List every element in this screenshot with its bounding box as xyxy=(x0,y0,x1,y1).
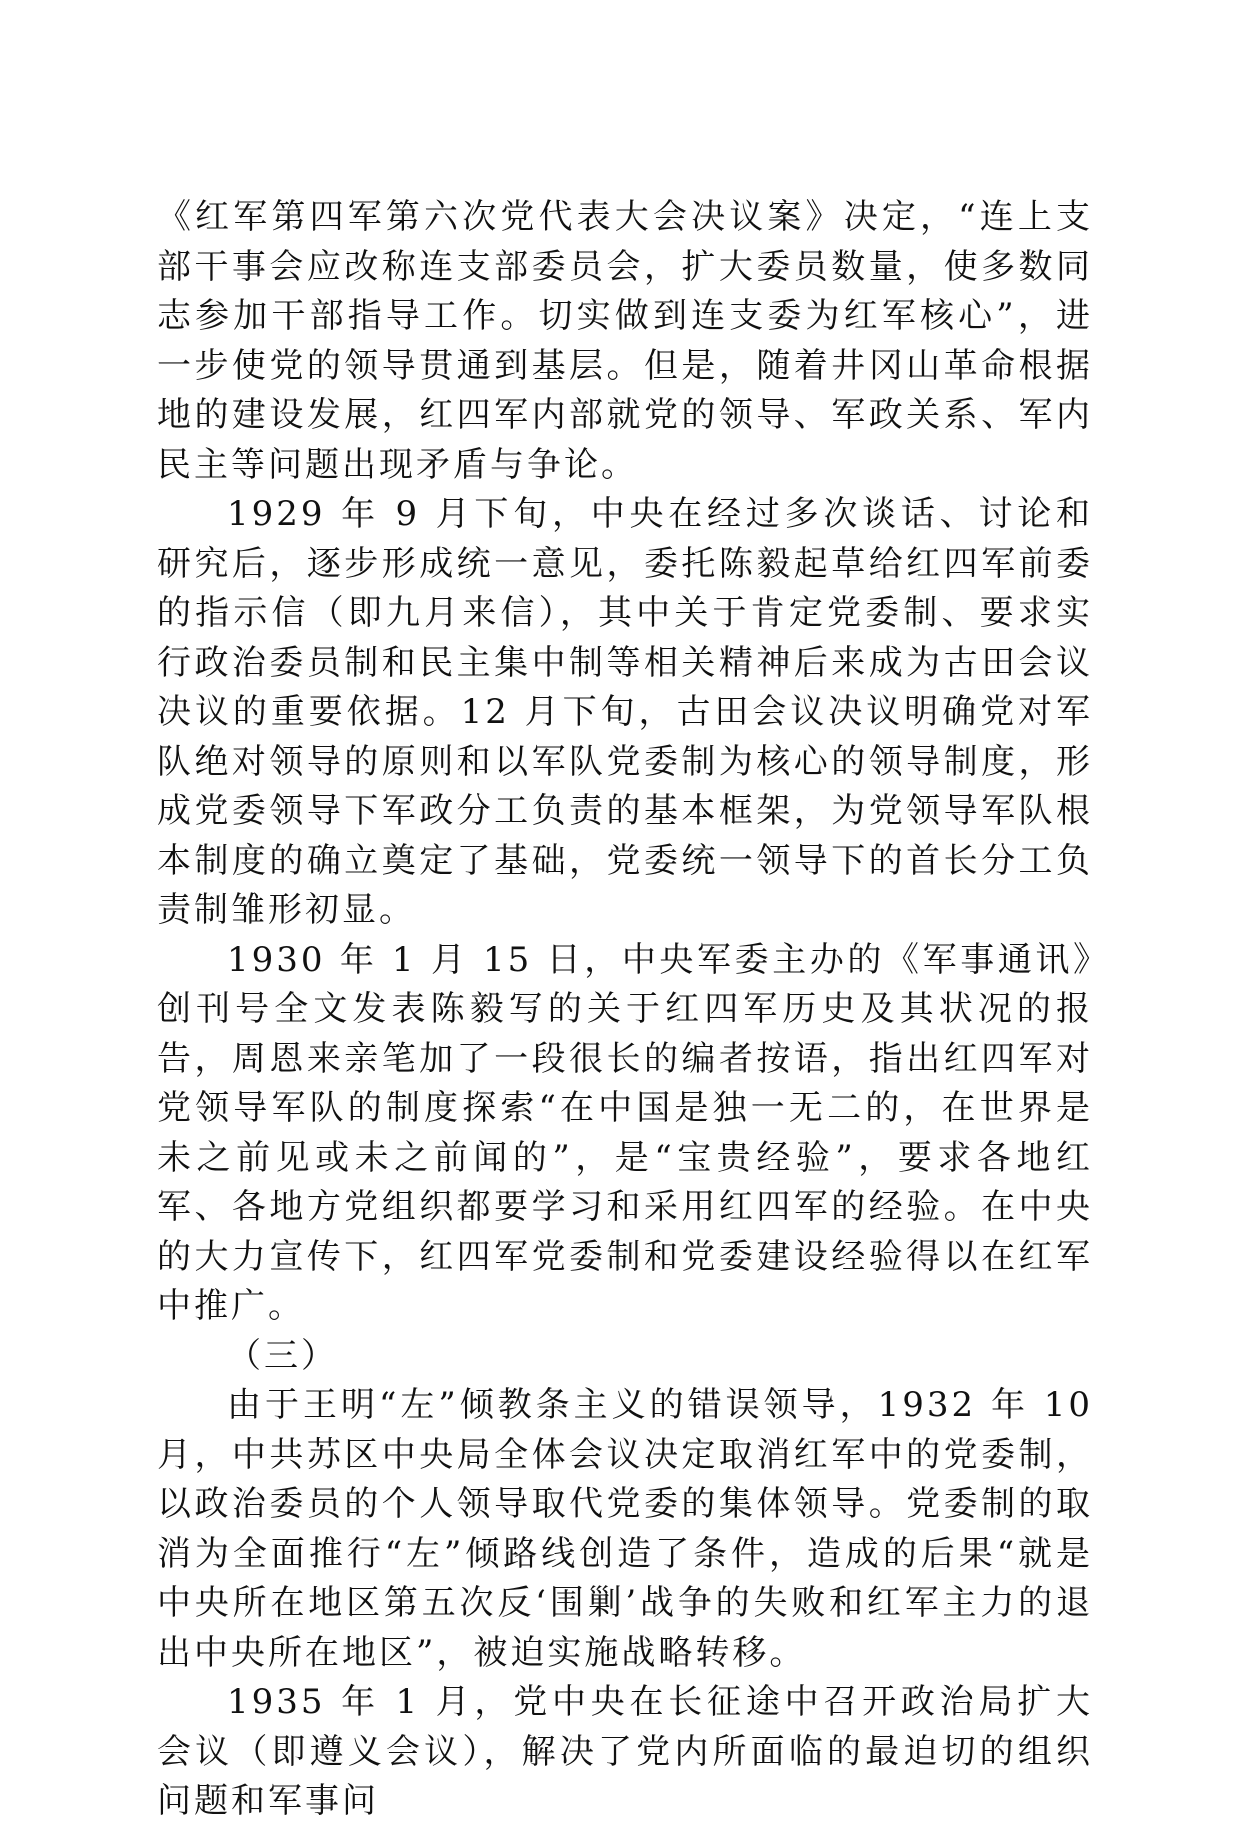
paragraph-2: 1929 年 9 月下旬，中央在经过多次谈话、讨论和研究后，逐步形成统一意见，委托陈毅起草给红四军前委的指示信（即九月来信），其中关于肯定党委制、要求实行政治委员制和民主集中制等相关精神后来成为古田会议决议的重要依据。12 月下旬，古田会议决议明确党对军队绝对领导的原则和以军队党委制为核心的领导制度，形成党委领导下军政分工负责的基本框架，为党领导军队根本制度的确立奠定了基础，党委统一领导下的首长分工负责制雏形初显。 xyxy=(157,494,1093,930)
paragraph-5: 1935 年 1 月，党中央在长征途中召开政治局扩大会议（即遵义会议），解决了党内所面临的最迫切的组织问题和军事问 xyxy=(157,1682,1093,1821)
document-page xyxy=(157,193,1093,1827)
paragraph-4: 由于王明“左”倾教条主义的错误领导，1932 年 10 月，中共苏区中央局全体会议决定取消红军中的党委制，以政治委员的个人领导取代党委的集体领导。党委制的取消为全面推行“左”倾路线创造了条件，造成的后果“就是中央所在地区第五次反‘围剿’战争的失败和红军主力的退出中央所在地区”，被迫实施战略转移。 xyxy=(157,1385,1093,1673)
paragraph-1: 《红军第四军第六次党代表大会决议案》决定，“连上支部干事会应改称连支部委员会，扩大委员数量，使多数同志参加干部指导工作。切实做到连支委为红军核心”，进一步使党的领导贯通到基层。但是，随着井冈山革命根据地的建设发展，红四军内部就党的领导、军政关系、军内民主等问题出现矛盾与争论。 xyxy=(157,197,1093,485)
section-heading-3: （三） xyxy=(227,1335,338,1376)
paragraph-3: 1930 年 1 月 15 日，中央军委主办的《军事通讯》创刊号全文发表陈毅写的关于红四军历史及其状况的报告，周恩来亲笔加了一段很长的编者按语，指出红四军对党领导军队的制度探索“在中国是独一无二的，在世界是未之前见或未之前闻的”，是“宝贵经验”，要求各地红军、各地方党组织都要学习和采用红四军的经验。在中央的大力宣传下，红四军党委制和党委建设经验得以在红军中推广。 xyxy=(157,939,1093,1326)
